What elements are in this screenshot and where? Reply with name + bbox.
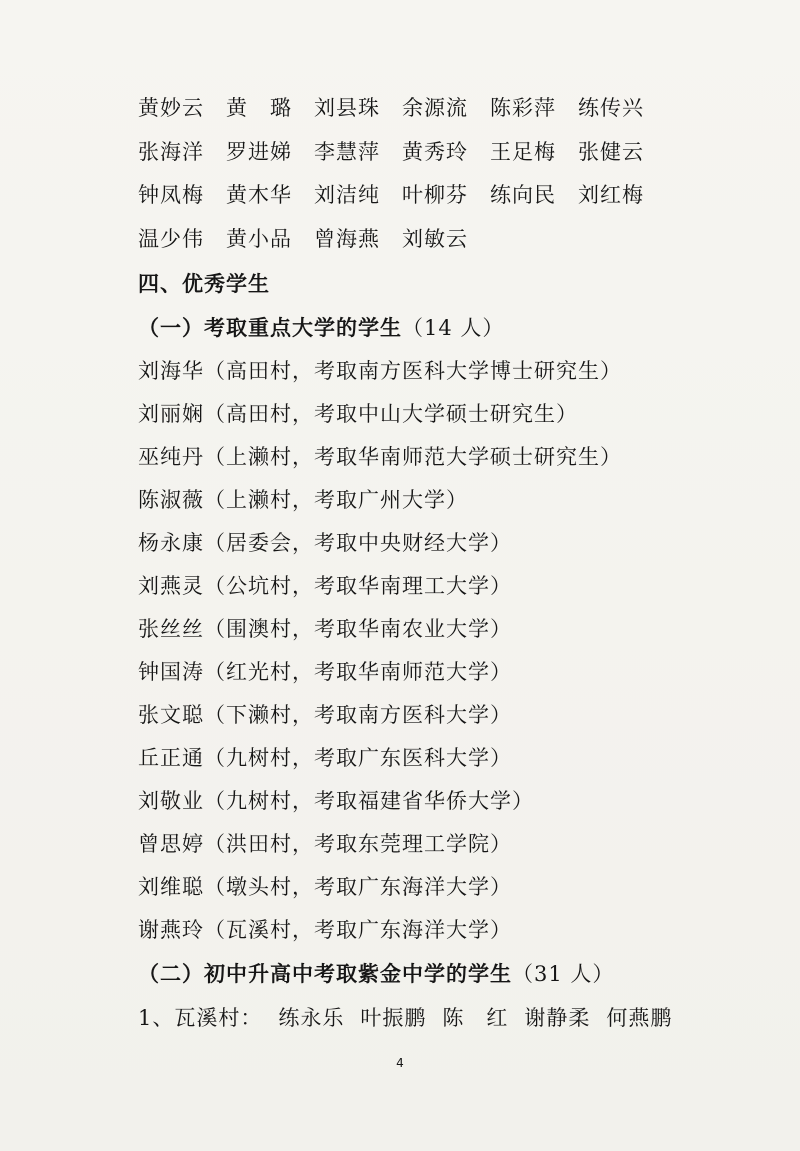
person-name: 叶振鹏 — [360, 1006, 427, 1030]
person-name: 叶柳芬 — [402, 183, 468, 207]
section-heading: 四、优秀学生 — [138, 272, 270, 296]
person-name: 曾海燕 — [314, 227, 380, 251]
person-name: 黄木华 — [226, 183, 292, 207]
student-entry: 刘海华（高田村，考取南方医科大学博士研究生） — [138, 359, 622, 383]
student-entry: 陈淑薇（上濑村，考取广州大学） — [138, 488, 468, 512]
student-entry: 巫纯丹（上濑村，考取华南师范大学硕士研究生） — [138, 445, 622, 469]
person-name: 张健云 — [578, 140, 644, 164]
subsection-heading — [138, 958, 614, 988]
person-name: 温少伟 — [138, 227, 204, 251]
student-entry: 杨永康（居委会，考取中央财经大学） — [138, 531, 512, 555]
student-entry: 曾思婷（洪田村，考取东莞理工学院） — [138, 832, 512, 856]
student-entry: 张丝丝（围澳村，考取华南农业大学） — [138, 617, 512, 641]
subsection-title: （二）初中升高中考取紫金中学的学生 — [138, 961, 512, 986]
person-name: 陈 红 — [442, 1006, 509, 1030]
person-name: 何燕鹏 — [606, 1006, 673, 1030]
student-entry: 张文聪（下濑村，考取南方医科大学） — [138, 703, 512, 727]
subsection-count: （31 人） — [512, 962, 615, 986]
student-entry: 丘正通（九树村，考取广东医科大学） — [138, 746, 512, 770]
person-name: 张海洋 — [138, 140, 204, 164]
person-name: 钟凤梅 — [138, 183, 204, 207]
village-student-list — [138, 1002, 672, 1032]
person-name: 李慧萍 — [314, 140, 380, 164]
person-name: 刘敏云 — [402, 227, 468, 251]
name-row — [138, 92, 666, 126]
student-entry: 刘燕灵（公坑村，考取华南理工大学） — [138, 574, 512, 598]
person-name: 刘洁纯 — [314, 183, 380, 207]
name-row — [138, 136, 666, 170]
village-label: 1、瓦溪村： — [138, 1006, 263, 1030]
person-name: 黄 璐 — [226, 96, 292, 120]
person-name: 练永乐 — [278, 1006, 345, 1030]
student-entry: 钟国涛（红光村，考取华南师范大学） — [138, 660, 512, 684]
person-name: 刘红梅 — [578, 183, 644, 207]
subsection-title: （一）考取重点大学的学生 — [138, 315, 402, 340]
person-name: 谢静柔 — [524, 1006, 591, 1030]
person-name: 练传兴 — [578, 96, 644, 120]
person-name: 黄妙云 — [138, 96, 204, 120]
person-name: 黄小品 — [226, 227, 292, 251]
name-row — [138, 223, 490, 257]
person-name: 刘县珠 — [314, 96, 380, 120]
student-entry: 谢燕玲（瓦溪村，考取广东海洋大学） — [138, 918, 512, 942]
person-name: 余源流 — [402, 96, 468, 120]
name-row — [138, 179, 666, 213]
person-name: 黄秀玲 — [402, 140, 468, 164]
student-entry: 刘维聪（墩头村，考取广东海洋大学） — [138, 875, 512, 899]
subsection-count: （14 人） — [402, 316, 505, 340]
person-name: 王足梅 — [490, 140, 556, 164]
page-number: 4 — [396, 1056, 404, 1070]
subsection-heading — [138, 312, 504, 342]
person-name: 练向民 — [490, 183, 556, 207]
student-entry: 刘敬业（九树村，考取福建省华侨大学） — [138, 789, 534, 813]
student-entry: 刘丽娴（高田村，考取中山大学硕士研究生） — [138, 402, 578, 426]
person-name: 陈彩萍 — [490, 96, 556, 120]
person-name: 罗进娣 — [226, 140, 292, 164]
